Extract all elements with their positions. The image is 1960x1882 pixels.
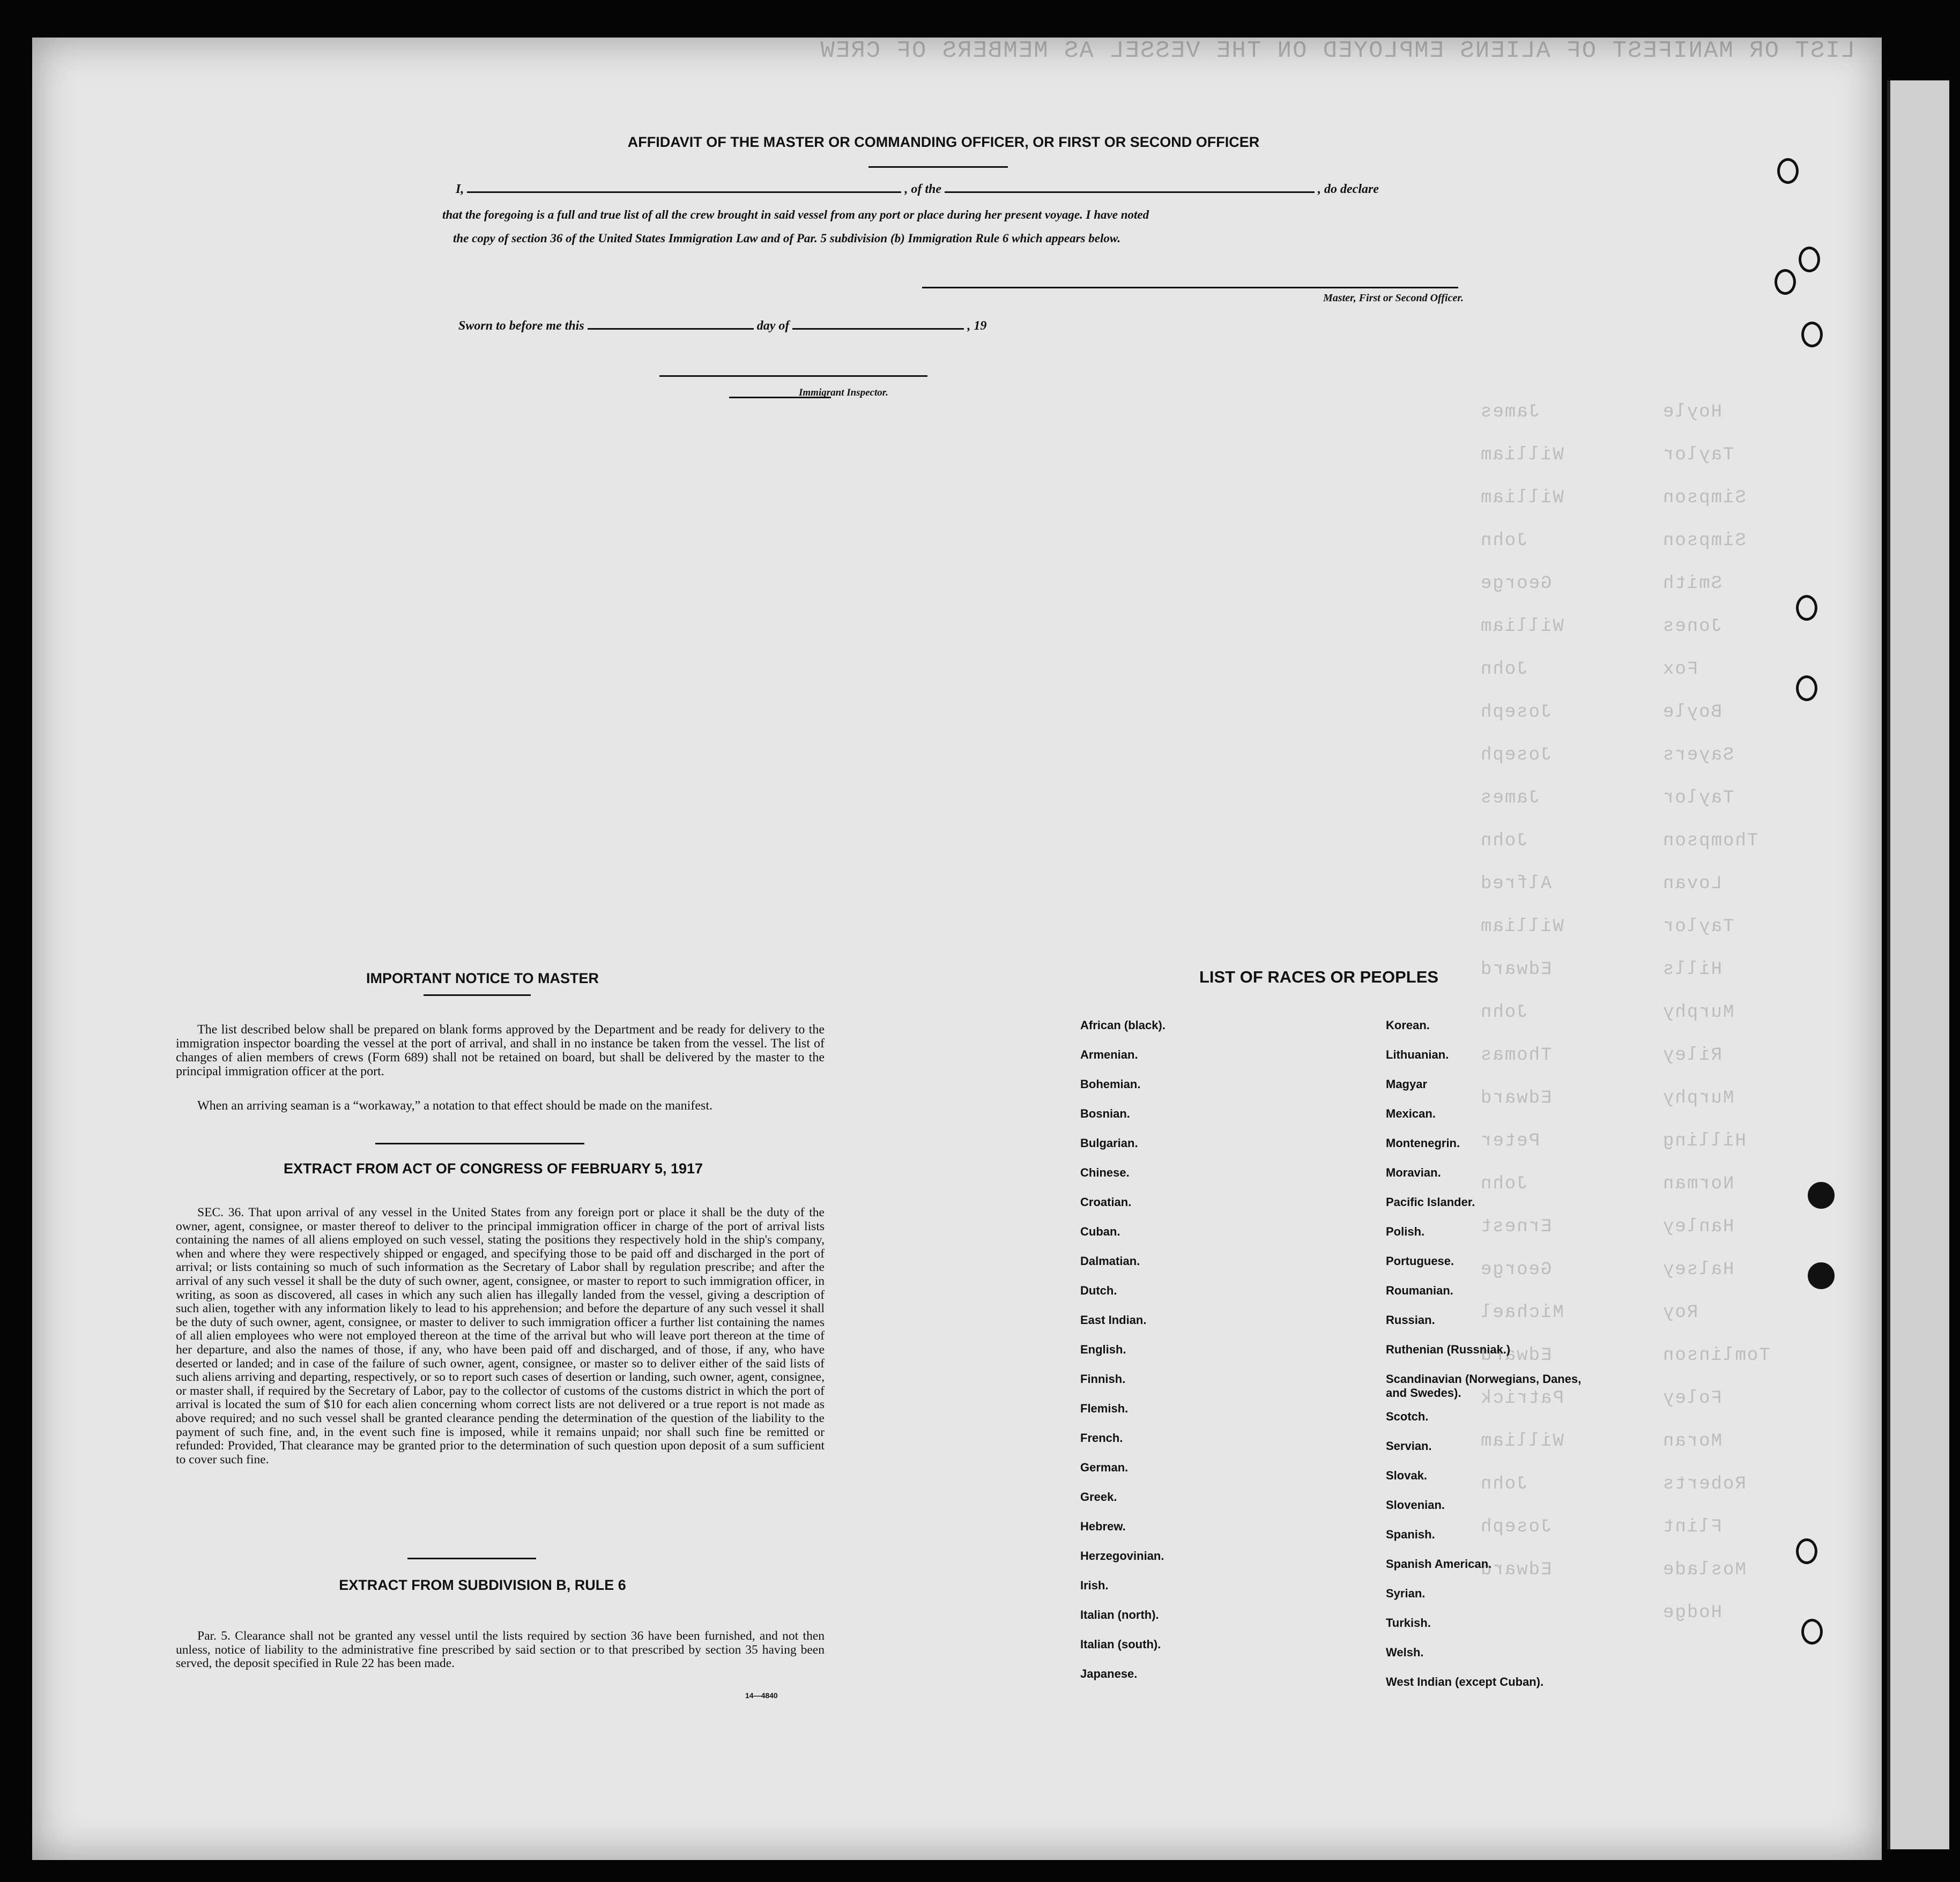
bleedthrough-name: Joseph: [1480, 1517, 1552, 1537]
bleedthrough-name: Hanley: [1662, 1217, 1734, 1237]
race-item: German.: [1080, 1461, 1129, 1474]
bleedthrough-name: George: [1480, 574, 1552, 594]
bleedthrough-name: James: [1480, 788, 1540, 808]
binder-hole: [1799, 247, 1820, 272]
bleedthrough-name: Edward: [1480, 1560, 1552, 1580]
bleedthrough-name: Taylor: [1662, 917, 1734, 937]
binder-hole: [1796, 595, 1817, 621]
bleedthrough-name: Ernest: [1480, 1217, 1552, 1237]
race-item: Dalmatian.: [1080, 1254, 1140, 1268]
sworn-day-label: day of: [756, 319, 790, 333]
bleedthrough-name: Norman: [1662, 1174, 1734, 1194]
race-item: Finnish.: [1080, 1372, 1126, 1386]
bleedthrough-name: Foley: [1662, 1388, 1723, 1409]
race-item: Lithuanian.: [1386, 1048, 1449, 1061]
race-item: Servian.: [1386, 1439, 1432, 1453]
race-item: Scotch.: [1386, 1410, 1429, 1423]
race-item: Dutch.: [1080, 1284, 1117, 1297]
bleedthrough-name: William: [1480, 488, 1564, 508]
affidavit-i: I,: [456, 182, 464, 196]
race-item: Italian (south).: [1080, 1638, 1161, 1651]
binder-hole: [1796, 675, 1817, 701]
bleedthrough-name: Moran: [1662, 1431, 1723, 1452]
bleedthrough-name: Taylor: [1662, 788, 1734, 808]
bleedthrough-name: Joseph: [1480, 745, 1552, 765]
race-item: Polish.: [1386, 1225, 1425, 1238]
sworn-prefix: Sworn to before me this: [458, 319, 584, 333]
sworn-month-blank[interactable]: [792, 328, 964, 330]
race-item: Montenegrin.: [1386, 1136, 1460, 1150]
form-page: [32, 38, 1882, 1860]
race-item: Mexican.: [1386, 1107, 1436, 1120]
bleedthrough-name: Peter: [1480, 1131, 1540, 1151]
bleedthrough-name: Murphy: [1662, 1002, 1734, 1023]
bleedthrough-name: Thomas: [1480, 1045, 1552, 1066]
race-item: Moravian.: [1386, 1166, 1441, 1179]
race-item: Syrian.: [1386, 1587, 1426, 1600]
race-item: Russian.: [1386, 1313, 1435, 1327]
bleedthrough-name: Lovan: [1662, 874, 1723, 894]
race-item: English.: [1080, 1343, 1126, 1356]
race-item: Greek.: [1080, 1490, 1117, 1504]
binder-hole: [1796, 1538, 1817, 1564]
races-title: LIST OF RACES OR PEOPLES: [1199, 968, 1439, 986]
bleedthrough-name: John: [1480, 531, 1528, 551]
bleedthrough-name: John: [1480, 831, 1528, 851]
race-item: Bohemian.: [1080, 1077, 1141, 1091]
bleedthrough-name: Hills: [1662, 959, 1723, 980]
rule-text: Par. 5. Clearance shall not be granted any vessel until the lists required by section 36 have been furnished, and not then unless, notice of liability to the administrative fine prescribed by said section or to that prescribed by section 35 having been served, the deposit specified in Rule 22 has been made.: [176, 1629, 825, 1671]
bleedthrough-name: Hoyle: [1662, 402, 1723, 422]
bleedthrough-name: Boyle: [1662, 702, 1723, 723]
divider: [868, 166, 1008, 168]
bleedthrough-name: George: [1480, 1260, 1552, 1280]
bleedthrough-name: William: [1480, 445, 1564, 465]
binder-hole: [1777, 158, 1799, 184]
race-item: Turkish.: [1386, 1616, 1431, 1630]
race-item: Ruthenian (Russniak.): [1386, 1343, 1511, 1356]
race-item: Hebrew.: [1080, 1520, 1126, 1533]
master-signature-label: Master, First or Second Officer.: [1323, 292, 1464, 304]
affidavit-line3: the copy of section 36 of the United States Immigration Law and of Par. 5 subdivision (b) Immigration Rule 6 which appears below.: [453, 232, 1121, 245]
race-item: Armenian.: [1080, 1048, 1138, 1061]
notice-title: IMPORTANT NOTICE TO MASTER: [366, 970, 599, 986]
race-item: Welsh.: [1386, 1646, 1424, 1659]
bleedthrough-name: Alfred: [1480, 874, 1552, 894]
bleedthrough-name: Hilling: [1662, 1131, 1746, 1151]
race-item: Croatian.: [1080, 1195, 1132, 1209]
race-item: Irish.: [1080, 1579, 1109, 1592]
bleedthrough-name: Roy: [1662, 1303, 1698, 1323]
form-number: 14—4840: [745, 1691, 778, 1700]
bleedthrough-name: Flint: [1662, 1517, 1723, 1537]
race-item: Roumanian.: [1386, 1284, 1453, 1297]
race-item: Slovenian.: [1386, 1498, 1445, 1512]
bleedthrough-name: Edward: [1480, 1345, 1552, 1366]
race-item: Slovak.: [1386, 1469, 1428, 1482]
bleedthrough-name: Michael: [1480, 1303, 1564, 1323]
bleedthrough-name: Taylor: [1662, 445, 1734, 465]
binder-hole: [1801, 322, 1823, 347]
bleedthrough-name: Joseph: [1480, 702, 1552, 723]
act-text: SEC. 36. That upon arrival of any vessel in the United States from any foreign port or place it shall be the duty of the owner, agent, consignee, or master thereof to deliver to the principal immigration officer in charge of the port of arrival lists containing the names of all aliens employed on such vessel, stating the positions they respectively hold in the ship's company, when and where they were respectively shipped or engaged, and specifying those to be paid off and discharged in the port of arrival; or lists containing so much of such information as the Secretary of Labor shall by regulation prescribe; and after the arrival of any such vessel it shall be the duty of such owner, agent, consignee, or master to report to such immigration officer, in writing, as soon as discovered, all cases in which any such alien has illegally landed from the vessel, giving a description of such alien, together with any information likely to lead to his apprehension; and before the departure of any such vessel it shall be the duty of such owner, agent, consignee, or master to deliver to such immigration officer a further list containing the names of all alien employees who were not employed thereon at the time of the arrival but who will leave port thereon at the time of her departure, and also the names of those, if any, who have been paid off and discharged, and of those, if any, who have deserted or landed; and in case of the failure of such owner, agent, consignee, or master so to deliver either of the said lists of such aliens arriving and departing, respectively, or so to report such cases of desertion or landing, such owner, agent, consignee, or master shall, if required by the Secretary of Labor, pay to the collector of customs of the customs district in which the port of arrival is located the sum of $10 for each alien concerning whom correct lists are not delivered or a true report is not made as above required; and no such vessel shall be granted clearance pending the determination of the question of the liability to the payment of such fine, and, in the event such fine is imposed, while it remains unpaid; nor shall such fine be remitted or refunded: Provided, That clearance may be granted prior to the determination of such question upon deposit of a sum sufficient to cover such fine.: [176, 1206, 825, 1467]
race-item: African (black).: [1080, 1018, 1165, 1032]
inspector-signature-line[interactable]: [659, 375, 927, 377]
bleedthrough-name: William: [1480, 1431, 1564, 1452]
race-item: French.: [1080, 1431, 1123, 1445]
notice-para2: When an arriving seaman is a “workaway,” a notation to that effect should be made on the manifest.: [197, 1099, 712, 1113]
bleedthrough-name: Tomlinson: [1662, 1345, 1770, 1366]
bleedthrough-name: John: [1480, 1174, 1528, 1194]
sworn-line: [458, 319, 1155, 333]
bleedthrough-name: Riley: [1662, 1045, 1723, 1066]
divider: [375, 1143, 584, 1144]
sworn-day-blank[interactable]: [588, 328, 754, 330]
bleedthrough-name: Fox: [1662, 659, 1698, 680]
bleedthrough-name: Patrick: [1480, 1388, 1564, 1409]
bleedthrough-name: Hodge: [1662, 1603, 1723, 1623]
race-item: Flemish.: [1080, 1402, 1129, 1415]
bleedthrough-name: Simpson: [1662, 531, 1746, 551]
vessel-blank[interactable]: [945, 191, 1315, 193]
binder-hole-punched: [1808, 1262, 1835, 1289]
bleedthrough-name: James: [1480, 402, 1540, 422]
race-item: Spanish.: [1386, 1528, 1435, 1541]
affidavit-of-the: , of the: [904, 182, 942, 196]
bleedthrough-name: Smith: [1662, 574, 1723, 594]
master-signature-line[interactable]: [922, 287, 1458, 288]
race-item: Herzegovinian.: [1080, 1549, 1164, 1563]
bleedthrough-name: William: [1480, 616, 1564, 637]
bleedthrough-name: Roberts: [1662, 1474, 1746, 1494]
divider: [407, 1558, 536, 1559]
bleedthrough-name: Halsey: [1662, 1260, 1734, 1280]
affidavit-line1: [456, 182, 1474, 197]
affidavit-line2: that the foregoing is a full and true list of all the crew brought in said vessel from any port or place during her present voyage. I have noted: [442, 208, 1149, 221]
bleedthrough-name: Jones: [1662, 616, 1723, 637]
binder-hole: [1775, 269, 1796, 295]
rule-title: EXTRACT FROM SUBDIVISION B, RULE 6: [339, 1577, 626, 1593]
race-item: Spanish American.: [1386, 1557, 1492, 1571]
affidavit-title: AFFIDAVIT OF THE MASTER OR COMMANDING OFFICER, OR FIRST OR SECOND OFFICER: [627, 134, 1260, 150]
bleedthrough-name: John: [1480, 659, 1528, 680]
name-blank[interactable]: [467, 191, 901, 193]
binder-hole: [1801, 1619, 1823, 1645]
bleedthrough-header: LIST OR MANIFEST OF ALIENS EMPLOYED ON THE VESSEL AS MEMBERS OF CREW: [819, 38, 1855, 64]
race-item: West Indian (except Cuban).: [1386, 1675, 1544, 1688]
race-item: Korean.: [1386, 1018, 1430, 1032]
bleedthrough-name: Edward: [1480, 1088, 1552, 1109]
race-item: East Indian.: [1080, 1313, 1147, 1327]
bleedthrough-name: Simpson: [1662, 488, 1746, 508]
bleedthrough-name: Edward: [1480, 959, 1552, 980]
race-item: Japanese.: [1080, 1667, 1138, 1680]
divider: [424, 994, 531, 996]
race-item: Chinese.: [1080, 1166, 1130, 1179]
sworn-year: , 19: [967, 319, 987, 333]
binder-hole-punched: [1808, 1182, 1835, 1209]
adjacent-page-edge: [1887, 80, 1949, 1849]
race-item: Italian (north).: [1080, 1608, 1159, 1621]
act-title: EXTRACT FROM ACT OF CONGRESS OF FEBRUARY 5, 1917: [283, 1161, 703, 1177]
race-item: Magyar: [1386, 1077, 1428, 1091]
bleedthrough-name: John: [1480, 1002, 1528, 1023]
affidavit-declare: , do declare: [1318, 182, 1379, 196]
race-item: Bulgarian.: [1080, 1136, 1138, 1150]
race-item: Cuban.: [1080, 1225, 1120, 1238]
race-item: Bosnian.: [1080, 1107, 1130, 1120]
bleedthrough-name: Moslade: [1662, 1560, 1746, 1580]
bleedthrough-name: William: [1480, 917, 1564, 937]
bleedthrough-name: John: [1480, 1474, 1528, 1494]
inspector-label: Immigrant Inspector.: [799, 387, 888, 398]
notice-para1: The list described below shall be prepared on blank forms approved by the Department and be ready for delivery to the immigration inspector boarding the vessel at the port of arrival, and shall in no instance be taken from the vessel. The list of changes of alien members of crews (Form 689) shall not be retained on board, but shall be delivered by the master to the principal immigration officer at the port.: [176, 1023, 825, 1078]
bleedthrough-name: Murphy: [1662, 1088, 1734, 1109]
bleedthrough-name: Sayers: [1662, 745, 1734, 765]
race-item: Scandinavian (Norwegians, Danes, and Swedes).: [1386, 1372, 1582, 1400]
race-item: Pacific Islander.: [1386, 1195, 1475, 1209]
bleedthrough-name: Thompson: [1662, 831, 1758, 851]
race-item: Portuguese.: [1386, 1254, 1454, 1268]
